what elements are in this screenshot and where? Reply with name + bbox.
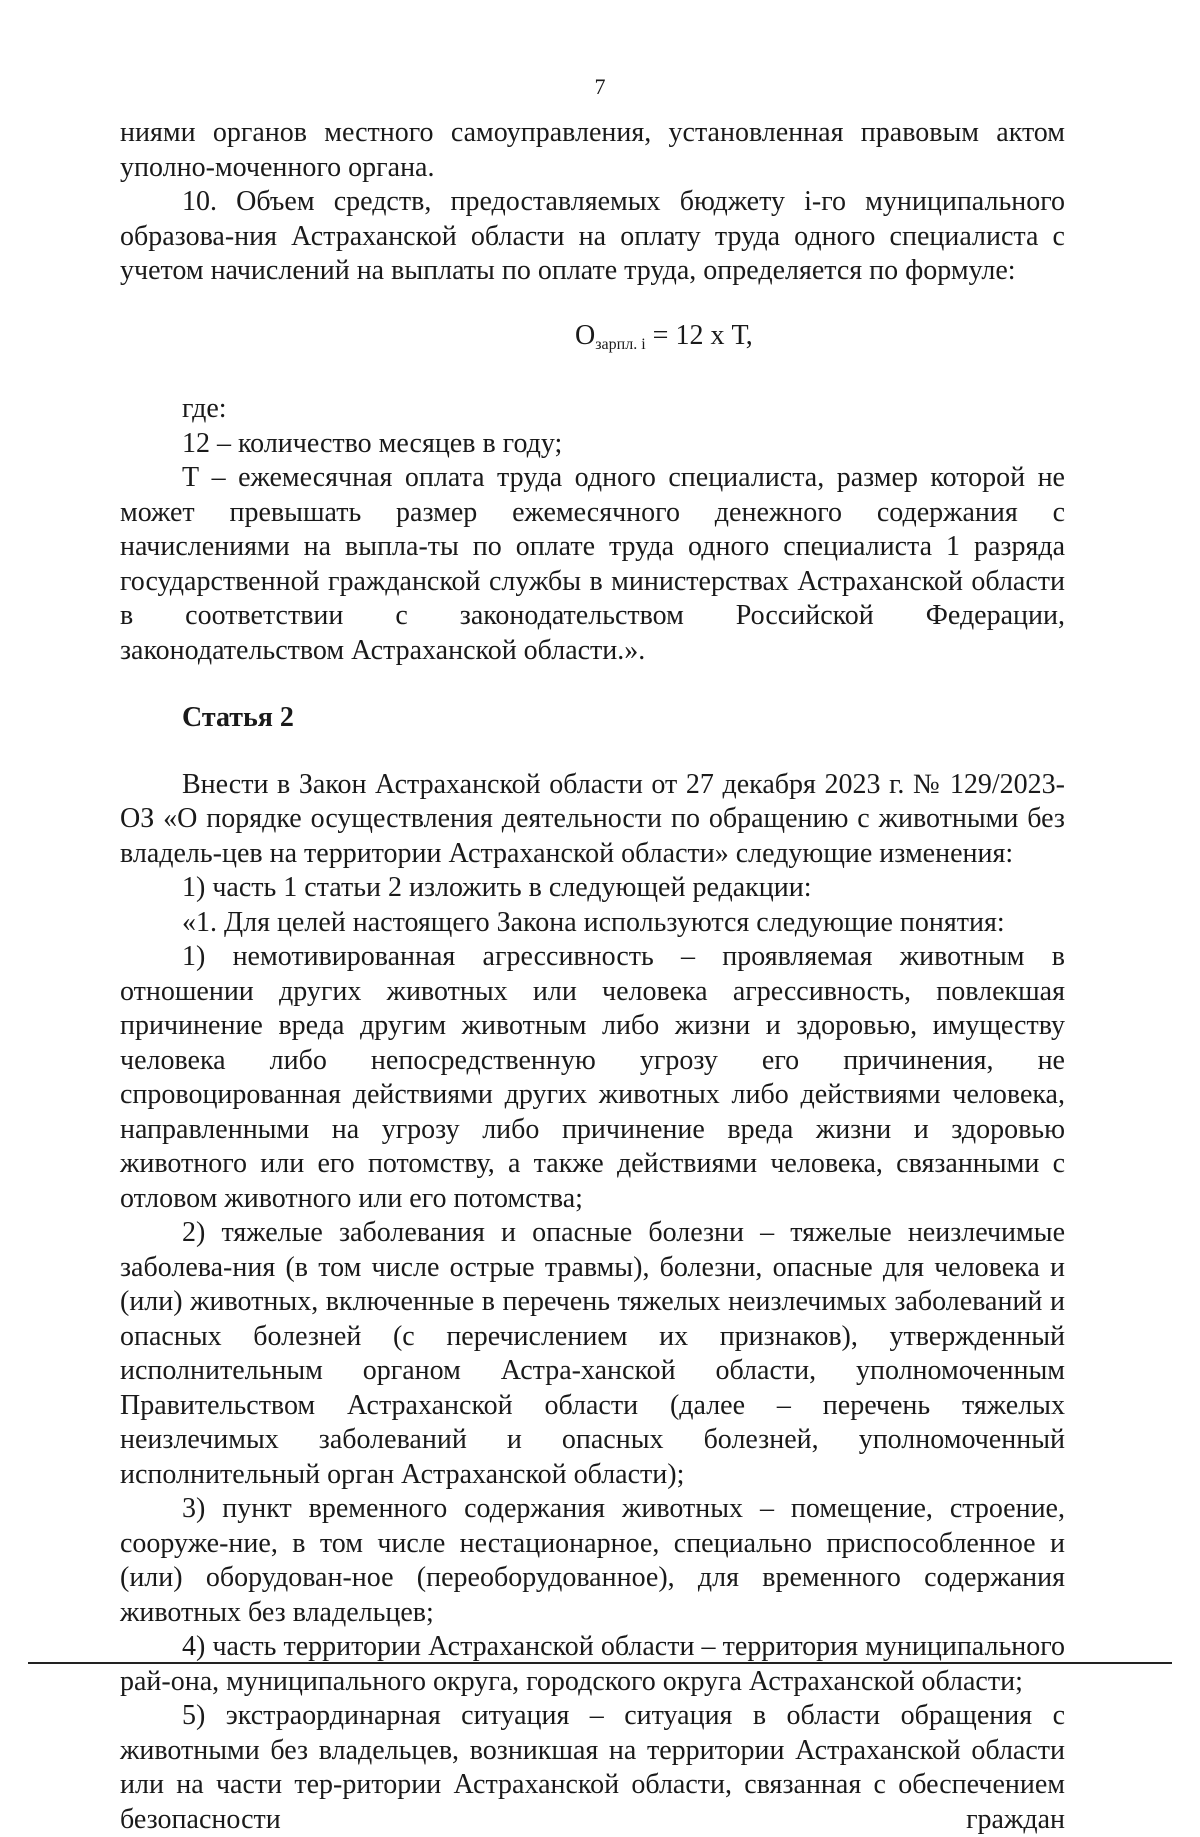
page-bottom-rule	[28, 1662, 1172, 1664]
article-heading: Статья 2	[182, 702, 294, 733]
definition-5: 5) экстраординарная ситуация – ситуация в области обращения с животными без владельцев, возникшая на территории Астраханской области или на части тер-ритории Астраханской области, связанная с обеспечением безопасности граждан	[120, 1700, 1065, 1835]
formula-main: О	[575, 319, 596, 351]
document-body	[120, 116, 1065, 1837]
paragraph-item-10: 10. Объем средств, предоставляемых бюджету i-го муниципального образова-ния Астраханской области на оплату труда одного специалиста с учетом начислений на выплаты по оплате труда, определяется по формуле:	[120, 186, 1065, 286]
definition-2: 2) тяжелые заболевания и опасные болезни – тяжелые неизлечимые заболева-ния (в том числе острые травмы), болезни, опасные для человека и (или) животных, включенные в перечень тяжелых неизлечимых заболеваний и опасных болезней (с перечислением их признаков), утвержденный исполнительным органом Астра-ханской области, уполномоченным Правительством Астраханской области (далее – перечень тяжелых неизлечимых заболеваний и опасных болезней, уполномоченный исполнительный орган Астраханской области);	[120, 1217, 1065, 1490]
article-intro: Внести в Закон Астраханской области от 27 декабря 2023 г. № 129/2023-ОЗ «О порядке осуществления деятельности по обращению с животными без владель-цев на территории Астраханской области» следующие изменения:	[120, 768, 1065, 869]
formula-rest: = 12 х Т,	[645, 319, 753, 351]
formula	[120, 319, 1065, 363]
where-label: где:	[182, 393, 227, 424]
page-number: 7	[594, 74, 606, 99]
formula-subscript: зарпл. i	[595, 335, 646, 353]
paragraph-continuation: ниями органов местного самоуправления, установленная правовым актом уполно-моченного органа.	[120, 117, 1065, 183]
definition-4: 4) часть территории Астраханской области – территория муниципального рай-она, муниципального округа, городского округа Астраханской области;	[120, 1631, 1065, 1697]
definition-1: 1) немотивированная агрессивность – проявляемая животным в отношении других животных или человека агрессивность, повлекшая причинение вреда другим животным либо жизни и здоровью, имуществу человека либо непосредственную угрозу его причинения, не спровоцированная действиями других животных либо действиями человека, направленными на угрозу либо причинение вреда жизни и здоровью животного или его потомству, а также действиями человека, связанными с отловом животного или его потомства;	[120, 941, 1065, 1214]
article-quote-start: «1. Для целей настоящего Закона используются следующие понятия:	[182, 906, 1005, 938]
where-item-12: 12 – количество месяцев в году;	[182, 427, 563, 459]
article-item-1: 1) часть 1 статьи 2 изложить в следующей редакции:	[182, 872, 812, 903]
definition-3: 3) пункт временного содержания животных – помещение, строение, сооруже-ние, в том числе нестационарное, специально приспособленное и (или) оборудован-ное (переоборудованное), для временного содержания животных без владельцев;	[120, 1493, 1065, 1628]
where-item-t: Т – ежемесячная оплата труда одного специалиста, размер которой не может превышать размер ежемесячного денежного содержания с начислениями на выпла-ты по оплате труда одного специалиста 1 разряда государственной гражданской службы в министерствах Астраханской области в соответствии с законодательством Российской Федерации, законодательством Астраханской области.».	[120, 462, 1065, 666]
